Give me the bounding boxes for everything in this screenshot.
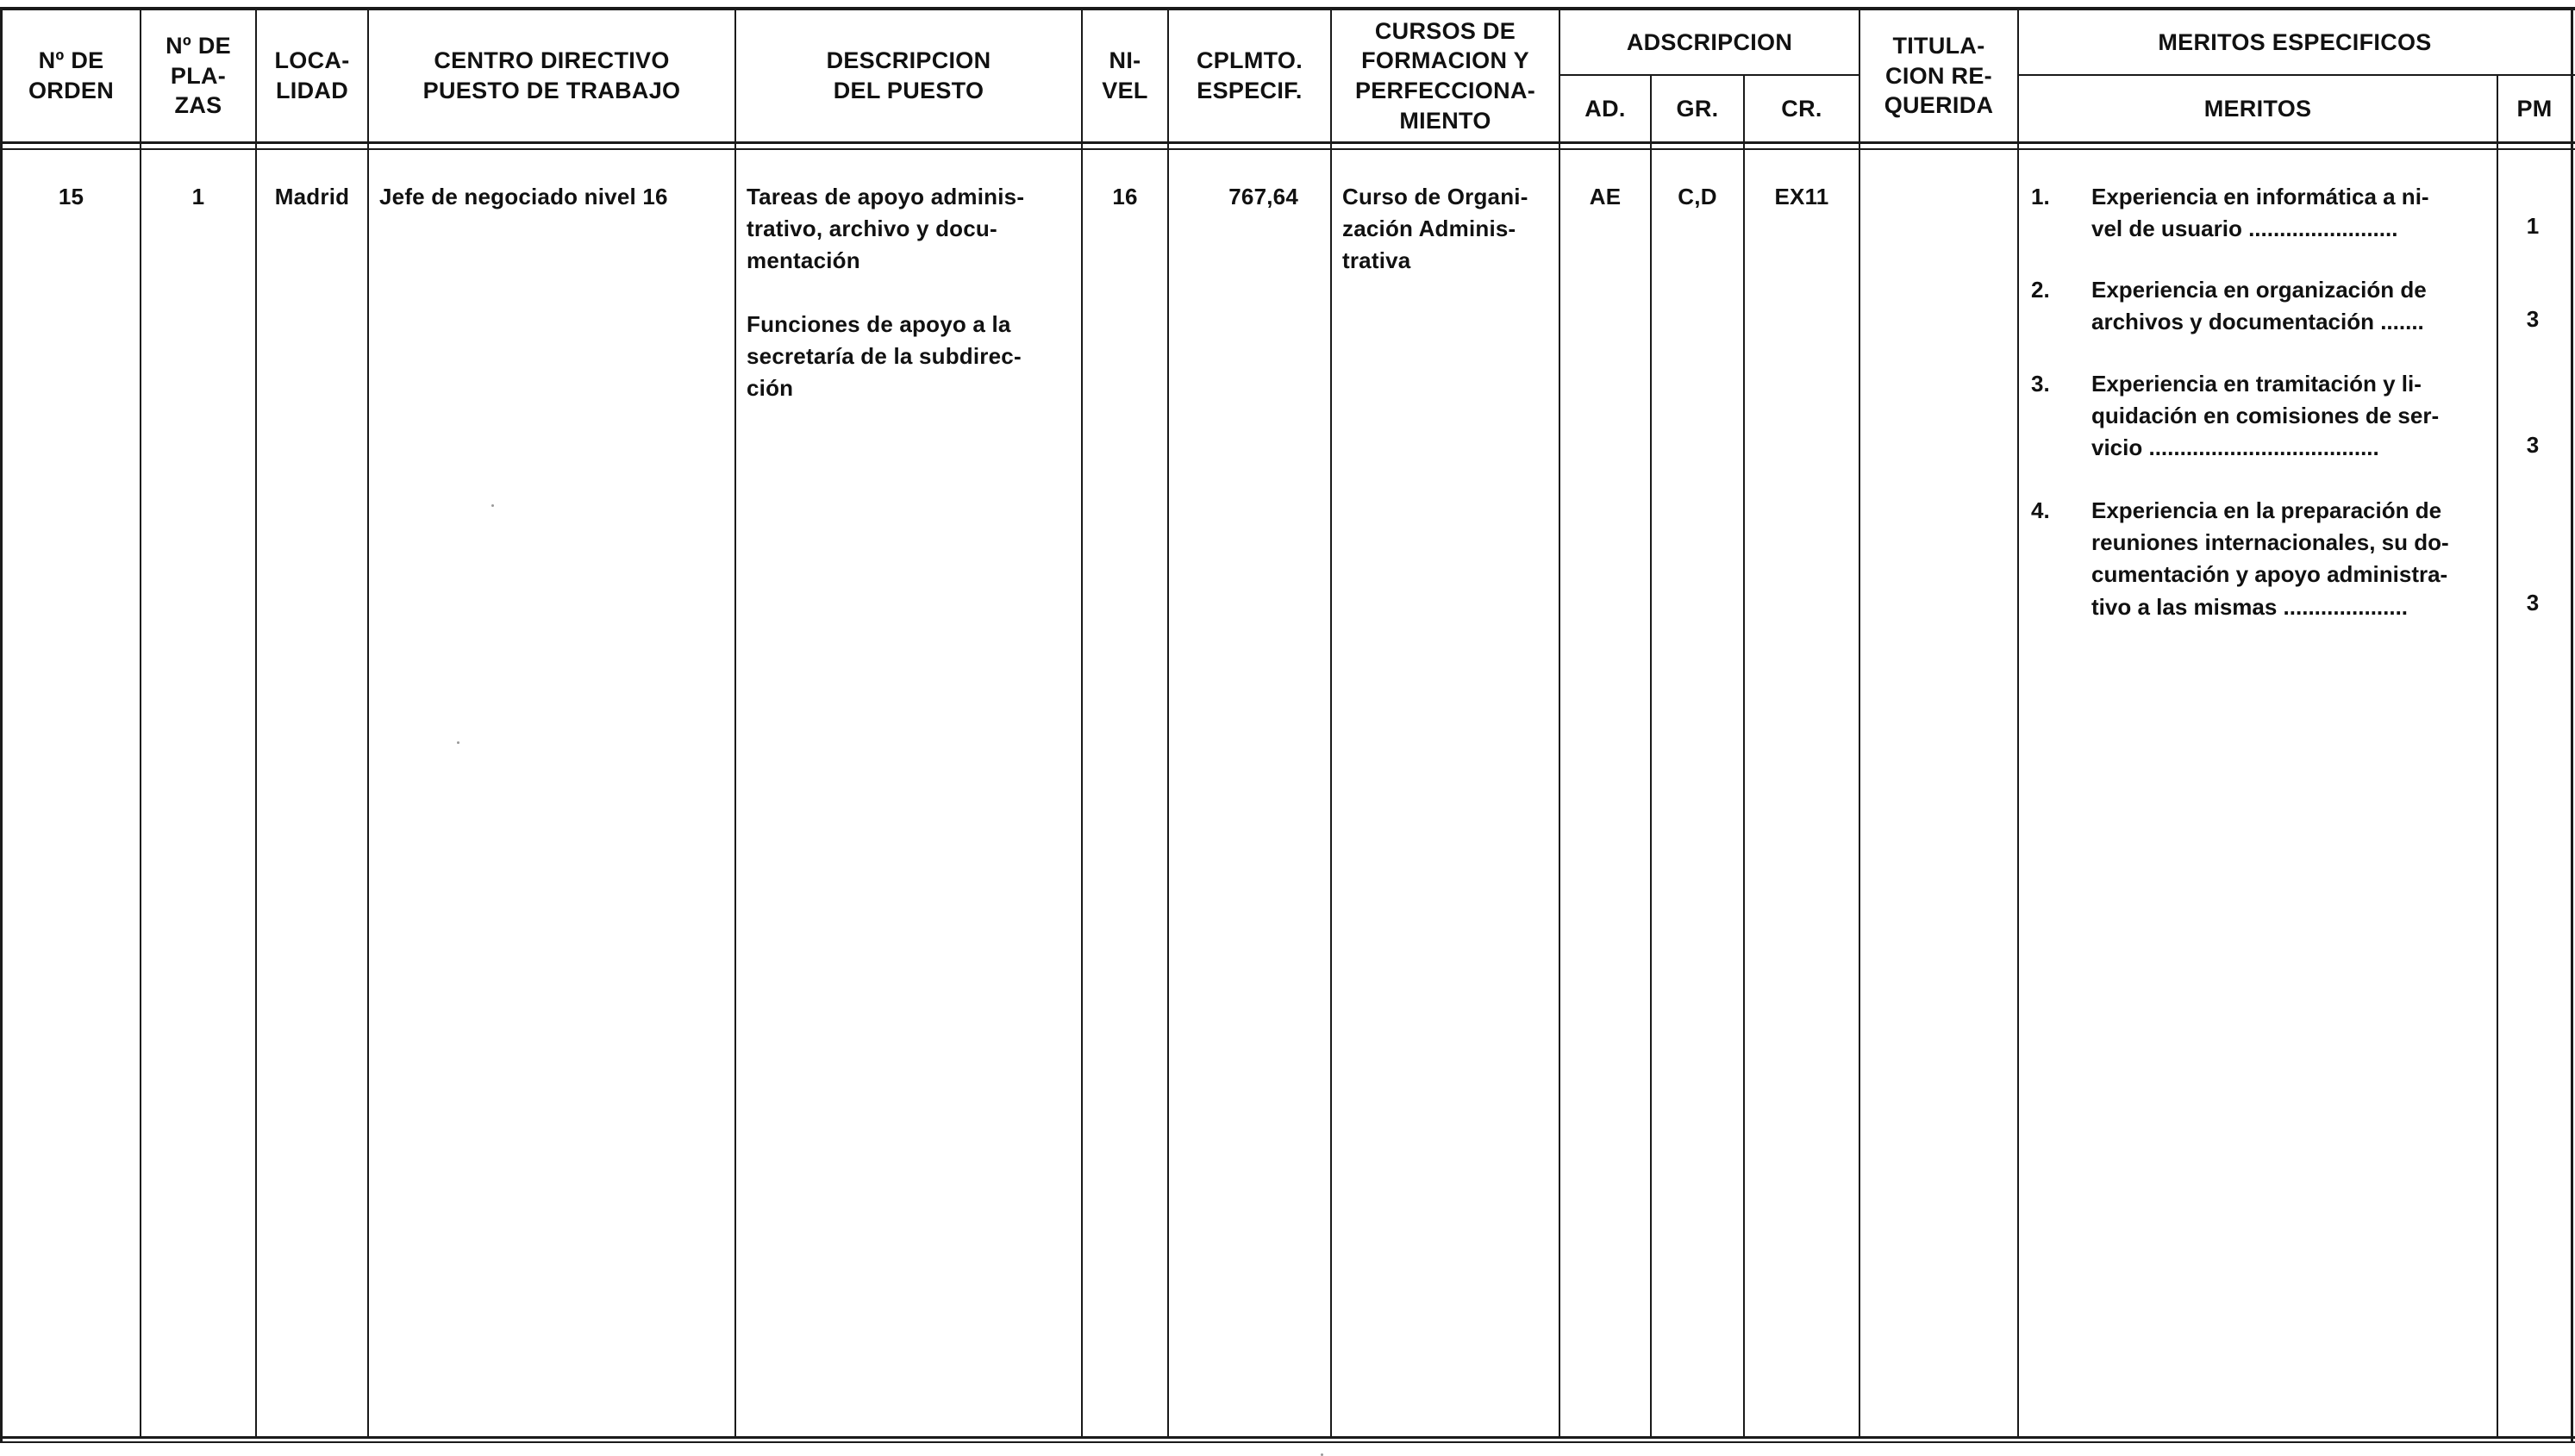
cell-cplmto: 767,64: [1228, 184, 1298, 209]
column-rule: [1081, 7, 1083, 1438]
column-rule: [1167, 7, 1169, 1438]
merito-number: 2.: [2031, 277, 2050, 303]
scan-speck: [457, 741, 459, 744]
cell-cr: EX11: [1774, 184, 1829, 209]
column-rule: [2571, 7, 2573, 1443]
cell-plazas: 1: [191, 184, 205, 209]
header-titulacion: TITULA- CION RE- QUERIDA: [1884, 33, 1994, 119]
header-double-rule: [0, 148, 2575, 150]
cell-centro-puesto: Jefe de negociado nivel 16: [379, 184, 668, 209]
header-plazas: Nº DE PLA- ZAS: [166, 33, 231, 119]
column-rule: [1859, 7, 1860, 1438]
header-pm: PM: [2516, 95, 2553, 122]
header-adscripcion: ADSCRIPCION: [1626, 28, 1793, 55]
merito-item: 3. Experiencia en tramitación y li- quidación en comisiones de ser- vicio .....................................: [2031, 368, 2488, 472]
header-cr: CR.: [1781, 95, 1822, 122]
table-bottom-double-border: [0, 1441, 2575, 1443]
table-bottom-border: [0, 1436, 2575, 1439]
header-gr: GR.: [1676, 95, 1719, 122]
merito-number: 1.: [2031, 184, 2050, 209]
merito-pm: 1: [2526, 213, 2540, 239]
header-descripcion: DESCRIPCION DEL PUESTO: [826, 47, 991, 103]
header-orden: Nº DE ORDEN: [28, 47, 114, 103]
header-cursos: CURSOS DE FORMACION Y PERFECCIONA- MIENTO: [1354, 17, 1536, 134]
cell-localidad: Madrid: [274, 184, 350, 209]
column-rule: [734, 7, 736, 1438]
scan-speck: [491, 504, 494, 507]
header-centro-directivo: CENTRO DIRECTIVO PUESTO DE TRABAJO: [422, 47, 681, 103]
header-bottom-rule: [0, 141, 2575, 144]
cell-orden: 15: [58, 184, 84, 209]
merito-pm: 3: [2526, 432, 2540, 458]
merito-number: 3.: [2031, 371, 2050, 397]
header-ad: AD.: [1584, 95, 1626, 122]
cell-gr: C,D: [1678, 184, 1717, 209]
merito-item: 1. Experiencia en informática a ni- vel de usuario ........................: [2031, 181, 2488, 250]
cell-ad: AE: [1589, 184, 1622, 209]
column-rule: [0, 7, 3, 1443]
header-localidad: LOCA- LIDAD: [274, 47, 350, 103]
header-meritos-especificos: MERITOS ESPECIFICOS: [2158, 28, 2432, 55]
cell-nivel: 16: [1112, 184, 1138, 209]
column-rule: [1330, 7, 1332, 1438]
column-rule: [1650, 74, 1652, 1438]
cell-cursos: Curso de Organi- zación Adminis- trativa: [1342, 184, 1528, 274]
merito-item: 2. Experiencia en organización de archivos y documentación .......: [2031, 274, 2488, 343]
header-cplmto: CPLMTO. ESPECIF.: [1196, 47, 1303, 103]
merito-number: 4.: [2031, 497, 2050, 523]
merito-pm: 3: [2526, 590, 2540, 616]
column-rule: [367, 7, 369, 1438]
column-rule: [255, 7, 257, 1438]
merito-item: 4. Experiencia en la preparación de reuniones internacionales, su do- cumentación y apoyo administra- tivo a las mismas ....................: [2031, 495, 2488, 633]
cell-descripcion: Tareas de apoyo adminis- trativo, archivo y docu- mentación Funciones de apoyo a la secretaría de la subdirec- ción: [747, 184, 1025, 401]
column-rule: [140, 7, 141, 1438]
column-rule: [1743, 74, 1745, 1438]
column-rule: [2497, 74, 2498, 1438]
header-meritos: MERITOS: [2203, 95, 2312, 122]
merito-pm: 3: [2526, 306, 2540, 332]
column-rule: [1559, 7, 1560, 1438]
header-nivel: NI- VEL: [1102, 47, 1148, 103]
column-rule: [2017, 7, 2019, 1438]
